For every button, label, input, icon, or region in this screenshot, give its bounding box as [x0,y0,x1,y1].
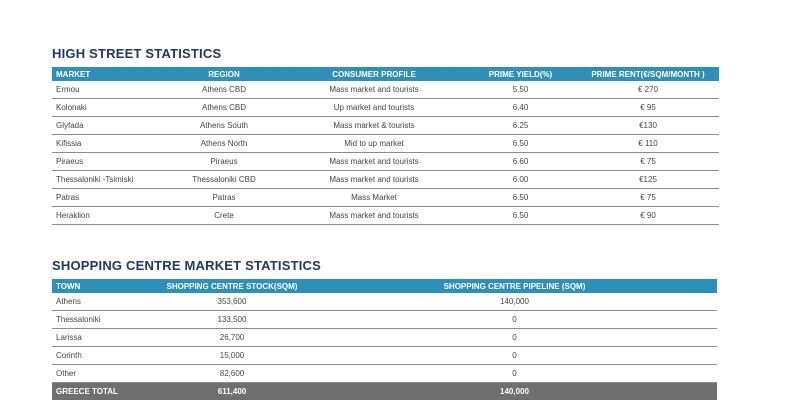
table-cell: Kolonaki [52,99,164,117]
table-row [52,189,719,207]
table-row [52,153,719,171]
table-cell: 0 [312,365,717,383]
high-street-title: HIGH STREET STATISTICS [52,46,222,61]
table-cell: Piraeus [52,153,164,171]
table-cell: Up market and tourists [284,99,464,117]
table-cell: 6.25 [464,117,577,135]
table-row [52,329,717,347]
table-cell: Kifissia [52,135,164,153]
table-cell: Crete [164,207,284,225]
table-cell: 6.50 [464,135,577,153]
table-cell: Athens [52,293,152,311]
table-row [52,207,719,225]
table-cell: 6.40 [464,99,577,117]
table-cell: 353,600 [152,293,312,311]
column-header: PRIME RENT(€/SQM/MONTH ) [577,67,719,81]
table-cell: Mass market and tourists [284,207,464,225]
table-row [52,117,719,135]
column-header: MARKET [52,67,164,81]
table-cell: € 110 [577,135,719,153]
table-cell: 5.50 [464,81,577,99]
table-cell: € 270 [577,81,719,99]
table-cell: Heraklion [52,207,164,225]
table-cell: Athens CBD [164,81,284,99]
table-cell: Glyfada [52,117,164,135]
table-cell: 0 [312,347,717,365]
table-cell: 140,000 [312,383,717,401]
column-header: PRIME YIELD(%) [464,67,577,81]
table-cell: Athens South [164,117,284,135]
table-cell: 611,400 [152,383,312,401]
table-cell: Athens North [164,135,284,153]
table-row [52,135,719,153]
table-cell: 6.50 [464,189,577,207]
table-row [52,171,719,189]
table-cell: Mass market and tourists [284,153,464,171]
table-cell: Patras [164,189,284,207]
total-row [52,383,717,401]
table-row [52,293,717,311]
column-header: REGION [164,67,284,81]
high-street-table [52,67,719,225]
table-row [52,311,717,329]
column-header: SHOPPING CENTRE PIPELINE (SQM) [312,279,717,293]
table-cell: Athens CBD [164,99,284,117]
column-header: TOWN [52,279,152,293]
table-cell: Corinth [52,347,152,365]
table-cell: Piraeus [164,153,284,171]
shopping-centre-title: SHOPPING CENTRE MARKET STATISTICS [52,258,322,273]
table-row [52,365,717,383]
table-cell: Larissa [52,329,152,347]
table-cell: 140,000 [312,293,717,311]
table-cell: Mass market and tourists [284,81,464,99]
table-row [52,99,719,117]
table-cell: 6.00 [464,171,577,189]
table-row [52,81,719,99]
table-cell: Thessaloniki -Tsimiski [52,171,164,189]
column-header: CONSUMER PROFILE [284,67,464,81]
table-cell: Mass market and tourists [284,171,464,189]
table-cell: 0 [312,311,717,329]
table-header-row [52,279,717,293]
table-cell: Thessaloniki [52,311,152,329]
table-cell: €125 [577,171,719,189]
table-cell: € 90 [577,207,719,225]
table-cell: 0 [312,329,717,347]
table-cell: 133,500 [152,311,312,329]
table-cell: 15,000 [152,347,312,365]
shopping-centre-table [52,279,717,400]
table-cell: Mass Market [284,189,464,207]
table-cell: 6.60 [464,153,577,171]
table-cell: 26,700 [152,329,312,347]
table-cell: €130 [577,117,719,135]
table-cell: € 95 [577,99,719,117]
table-cell: € 75 [577,153,719,171]
table-cell: Other [52,365,152,383]
table-row [52,347,717,365]
column-header: SHOPPING CENTRE STOCK(SQM) [152,279,312,293]
table-header-row [52,67,719,81]
table-cell: € 75 [577,189,719,207]
table-cell: Ermou [52,81,164,99]
table-cell: 82,600 [152,365,312,383]
table-cell: 6.50 [464,207,577,225]
table-cell: Mass market & tourists [284,117,464,135]
table-cell: Thessaloniki CBD [164,171,284,189]
table-cell: GREECE TOTAL [52,383,152,401]
table-cell: Patras [52,189,164,207]
table-cell: Mid to up market [284,135,464,153]
